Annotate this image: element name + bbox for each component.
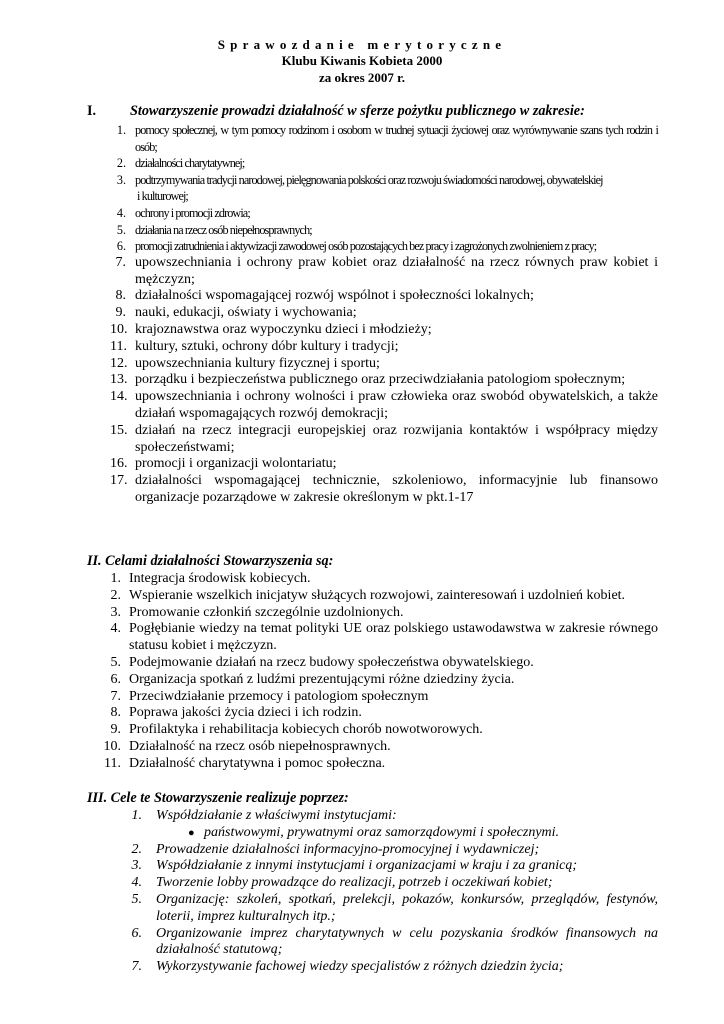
document-period: za okres 2007 r. [319,70,405,85]
list-item: 7. Przeciwdziałanie przemocy i patologiom społecznym [110,688,429,704]
list-item: 6. Organizacja spotkań z ludźmi prezentującymi różne dziedziny życia. [110,671,515,687]
list-item: 5. działania na rzecz osób niepełnosprawnych; [116,222,312,237]
list-item: 5. Organizację: szkoleń, spotkań, prelekcji, pokazów, konkursów, przeglądów, festynów, loterii, imprez kulturalnych itp.; [131,891,658,924]
section1-numeral: I. [87,103,97,119]
list-item: 16. promocji i organizacji wolontariatu; [110,456,337,472]
list-item: 6. Organizowanie imprez charytatywnych w celu pozyskania środków finansowych na działalność statutową; [131,925,658,958]
list-item: 3. podtrzymywania tradycji narodowej, pielęgnowania polskości oraz rozwoju świadomości narodowej, obywatelskiej [116,172,603,187]
section2-list [103,571,658,773]
document-title: Sprawozdanie merytoryczne [217,37,507,52]
list-item: 7. Wykorzystywanie fachowej wiedzy specjalistów z różnych dziedzin życia; [131,959,564,975]
list-item: 4. ochrony i promocji zdrowia; [116,205,250,220]
list-item: 1. pomocy społecznej, w tym pomocy rodzinom i osobom w trudnej sytuacji życiowej oraz wyrównywanie szans tych rodzin i osób; [116,123,658,154]
bullet-icon: ● [188,826,195,839]
section1-list [110,122,658,507]
list-item: 14. upowszechniania i ochrony wolności i praw człowieka oraz swobód obywatelskich, a także działań wspomagających rozwój demokracji; [110,389,658,421]
list-item: 3. Promowanie członkiń szczególnie uzdolnionych. [110,604,404,620]
sub-bullet-item: ● państwowymi, prywatnymi oraz samorządowymi i społecznymi. [188,824,560,840]
list-item: 1. Integracja środowisk kobiecych. [110,571,311,586]
list-item: 1. Współdziałanie z właściwymi instytucjami: ● państwowymi, prywatnymi oraz samorządowymi i społecznymi. [128,808,658,842]
list-item: i kulturowej; [137,189,188,204]
list-item: 9. nauki, edukacji, oświaty i wychowania; [115,305,357,321]
list-item: 7. upowszechniania i ochrony praw kobiet oraz działalność na rzecz równych praw kobiet i mężczyzn; [115,254,658,287]
list-item: 17. działalności wspomagającej technicznie, szkoleniowo, informacyjnie lub finansowo organizacje pozarządowe w zakresie określonym w pkt.1-17 [110,473,658,505]
list-item: 4. Tworzenie lobby prowadzące do realizacji, potrzeb i oczekiwań kobiet; [131,875,553,891]
list-item: 10. krajoznawstwa oraz wypoczynku dzieci i młodzieży; [110,321,432,337]
list-item: 8. działalności wspomagającej rozwój wspólnot i społeczności lokalnych; [115,288,534,304]
list-item: 11. Działalność charytatywna i pomoc społeczna. [104,755,386,771]
list-item: 11. kultury, sztuki, ochrony dóbr kultury i tradycji; [110,338,399,354]
section2-heading: II. Celami działalności Stowarzyszenia są: [87,553,334,569]
document-subtitle: Klubu Kiwanis Kobieta 2000 [281,53,443,68]
section1-heading: Stowarzyszenie prowadzi działalność w sferze pożytku publicznego w zakresie: [130,103,585,119]
list-item: 5. Podejmowanie działań na rzecz budowy społeczeństwa obywatelskiego. [110,654,534,670]
list-item: 13. porządku i bezpieczeństwa publicznego oraz przeciwdziałania patologiom społecznym; [110,372,626,388]
section3-heading: III. Cele te Stowarzyszenie realizuje poprzez: [87,790,349,806]
list-item: 2. Prowadzenie działalności informacyjno-promocyjnej i wydawniczej; [131,841,540,857]
list-item: 3. Współdziałanie z innymi instytucjami i organizacjami w kraju i za granicą; [131,858,578,874]
list-item: 2. Wspieranie wszelkich inicjatyw służących rozwojowi, zainteresowań i uzdolnień kobiet. [110,587,626,603]
list-item: 15. działań na rzecz integracji europejskiej oraz rozwijania kontaktów i współpracy między społeczeństwami; [110,422,658,455]
list-item: 10. Działalność na rzecz osób niepełnosprawnych. [103,738,391,754]
list-item: 2. działalności charytatywnej; [116,156,245,171]
list-item: 9. Profilaktyka i rehabilitacja kobiecych chorób nowotworowych. [110,722,483,738]
list-item: 4. Pogłębianie wiedzy na temat polityki UE oraz polskiego ustawodawstwa w zakresie równego statusu kobiet i mężczyzn. [110,621,658,654]
list-item: 12. upowszechniania kultury fizycznej i sportu; [110,355,380,371]
list-item: 8. Poprawa jakości życia dzieci i ich rodzin. [110,705,362,721]
section3-list [128,808,658,976]
list-item: 6. promocji zatrudnienia i aktywizacji zawodowej osób pozostających bez pracy i zagrożonych zwolnieniem z pracy; [116,239,597,254]
